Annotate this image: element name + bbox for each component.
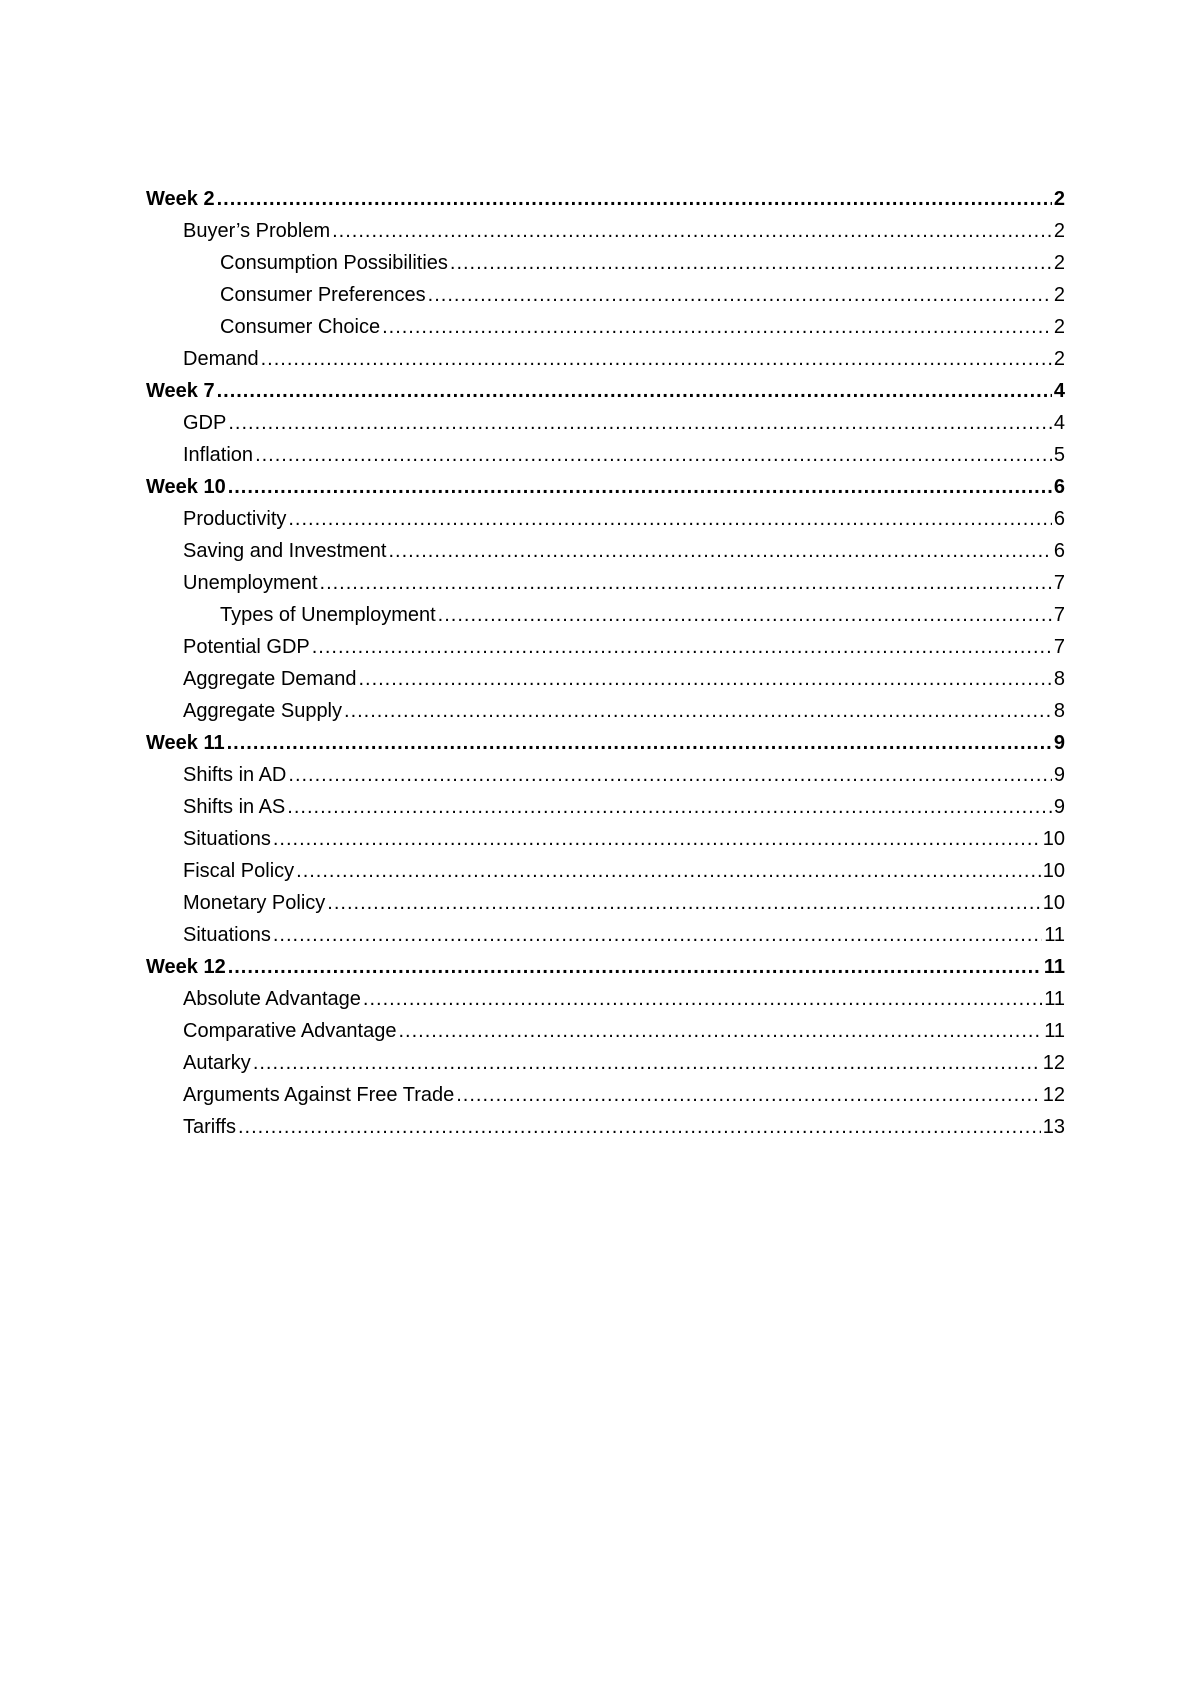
dot-leader — [228, 475, 1052, 499]
toc-entry-title: Saving and Investment — [183, 540, 387, 562]
toc-entry-consumer-choice[interactable] — [146, 307, 1065, 339]
dot-leader — [238, 1115, 1041, 1139]
toc-entry-page: 10 — [1042, 860, 1065, 882]
toc-entry-page: 11 — [1044, 924, 1065, 946]
toc-entry-title: Tariffs — [183, 1116, 236, 1138]
toc-entry-week-10[interactable] — [146, 467, 1065, 499]
toc-entry-title: Unemployment — [183, 572, 318, 594]
toc-entry-week-2[interactable] — [146, 179, 1065, 211]
toc-entry-page: 2 — [1053, 252, 1065, 274]
toc-entry-shifts-in-ad[interactable] — [146, 755, 1065, 787]
dot-leader — [217, 379, 1052, 403]
dot-leader — [287, 795, 1052, 819]
dot-leader — [255, 443, 1052, 467]
toc-entry-title: Week 11 — [146, 732, 225, 754]
toc-entry-title: GDP — [183, 412, 227, 434]
toc-entry-page: 2 — [1053, 348, 1065, 370]
toc-entry-absolute-advantage[interactable] — [146, 979, 1065, 1011]
toc-entry-buyers-problem[interactable] — [146, 211, 1065, 243]
toc-entry-page: 9 — [1053, 732, 1065, 754]
dot-leader — [296, 859, 1041, 883]
toc-entry-title: Arguments Against Free Trade — [183, 1084, 455, 1106]
toc-entry-page: 10 — [1042, 892, 1065, 914]
dot-leader — [438, 603, 1052, 627]
toc-entry-comparative-advantage[interactable] — [146, 1011, 1065, 1043]
toc-entry-page: 9 — [1053, 764, 1065, 786]
dot-leader — [228, 955, 1042, 979]
toc-entry-title: Consumer Choice — [220, 316, 381, 338]
toc-entry-title: Autarky — [183, 1052, 251, 1074]
toc-entry-title: Week 12 — [146, 956, 226, 978]
toc-entry-title: Consumer Preferences — [220, 284, 426, 306]
toc-entry-title: Fiscal Policy — [183, 860, 295, 882]
toc-entry-title: Shifts in AS — [183, 796, 286, 818]
dot-leader — [273, 827, 1041, 851]
dot-leader — [228, 411, 1052, 435]
toc-entry-tariffs[interactable] — [146, 1107, 1065, 1139]
dot-leader — [288, 507, 1052, 531]
toc-entry-page: 11 — [1043, 956, 1065, 978]
toc-entry-week-7[interactable] — [146, 371, 1065, 403]
toc-entry-title: Consumption Possibilities — [220, 252, 448, 274]
dot-leader — [320, 571, 1052, 595]
dot-leader — [344, 699, 1052, 723]
dot-leader — [332, 219, 1052, 243]
toc-entry-title: Potential GDP — [183, 636, 310, 658]
toc-entry-title: Buyer’s Problem — [183, 220, 331, 242]
toc-entry-page: 2 — [1053, 220, 1065, 242]
dot-leader — [273, 923, 1042, 947]
toc-entry-title: Types of Unemployment — [220, 604, 436, 626]
toc-entry-week-11[interactable] — [146, 723, 1065, 755]
toc-entry-title: Situations — [183, 828, 271, 850]
toc-entry-page: 8 — [1053, 700, 1065, 722]
toc-entry-page: 12 — [1042, 1052, 1065, 1074]
dot-leader — [358, 667, 1051, 691]
dot-leader — [227, 731, 1052, 755]
toc-entry-page: 2 — [1053, 284, 1065, 306]
toc-entry-unemployment[interactable] — [146, 563, 1065, 595]
toc-entry-page: 11 — [1044, 1020, 1065, 1042]
toc-entry-page: 7 — [1053, 604, 1065, 626]
toc-entry-monetary-policy[interactable] — [146, 883, 1065, 915]
toc-entry-fiscal-policy[interactable] — [146, 851, 1065, 883]
toc-entry-page: 7 — [1053, 636, 1065, 658]
dot-leader — [388, 539, 1051, 563]
toc-entry-types-of-unemployment[interactable] — [146, 595, 1065, 627]
toc-entry-title: Productivity — [183, 508, 287, 530]
toc-entry-page: 10 — [1042, 828, 1065, 850]
toc-entry-title: Comparative Advantage — [183, 1020, 397, 1042]
toc-entry-potential-gdp[interactable] — [146, 627, 1065, 659]
toc-entry-consumption-possibilities[interactable] — [146, 243, 1065, 275]
dot-leader — [428, 283, 1052, 307]
toc-entry-title: Week 2 — [146, 188, 215, 210]
toc-entry-shifts-in-as[interactable] — [146, 787, 1065, 819]
toc-entry-page: 8 — [1053, 668, 1065, 690]
toc-entry-title: Week 10 — [146, 476, 226, 498]
toc-entry-page: 2 — [1053, 316, 1065, 338]
toc-entry-title: Inflation — [183, 444, 254, 466]
dot-leader — [261, 347, 1052, 371]
toc-entry-aggregate-supply[interactable] — [146, 691, 1065, 723]
toc-entry-page: 9 — [1053, 796, 1065, 818]
toc-entry-page: 12 — [1042, 1084, 1065, 1106]
toc-entry-demand[interactable] — [146, 339, 1065, 371]
toc-entry-arguments-against-free-trade[interactable] — [146, 1075, 1065, 1107]
toc-entry-title: Monetary Policy — [183, 892, 326, 914]
toc-entry-page: 4 — [1053, 412, 1065, 434]
dot-leader — [327, 891, 1040, 915]
toc-entry-page: 6 — [1053, 476, 1065, 498]
toc-entry-title: Demand — [183, 348, 259, 370]
dot-leader — [312, 635, 1052, 659]
toc-entry-situations[interactable] — [146, 819, 1065, 851]
dot-leader — [450, 251, 1052, 275]
toc-entry-page: 7 — [1053, 572, 1065, 594]
toc-entry-situations-2[interactable] — [146, 915, 1065, 947]
toc-entry-gdp[interactable] — [146, 403, 1065, 435]
toc-entry-title: Week 7 — [146, 380, 215, 402]
dot-leader — [288, 763, 1051, 787]
dot-leader — [217, 187, 1052, 211]
toc-entry-title: Absolute Advantage — [183, 988, 361, 1010]
dot-leader — [382, 315, 1052, 339]
toc-entry-page: 6 — [1053, 540, 1065, 562]
toc-entry-week-12[interactable] — [146, 947, 1065, 979]
dot-leader — [253, 1051, 1041, 1075]
toc-entry-inflation[interactable] — [146, 435, 1065, 467]
dot-leader — [456, 1083, 1041, 1107]
toc-entry-productivity[interactable] — [146, 499, 1065, 531]
toc-entry-page: 11 — [1044, 988, 1065, 1010]
toc-entry-title: Shifts in AD — [183, 764, 287, 786]
toc-entry-title: Aggregate Supply — [183, 700, 343, 722]
dot-leader — [398, 1019, 1042, 1043]
toc-entry-saving-and-investment[interactable] — [146, 531, 1065, 563]
toc-entry-autarky[interactable] — [146, 1043, 1065, 1075]
toc-entry-page: 2 — [1053, 188, 1065, 210]
toc-entry-page: 6 — [1053, 508, 1065, 530]
toc-entry-page: 4 — [1053, 380, 1065, 402]
toc-entry-title: Aggregate Demand — [183, 668, 357, 690]
toc-entry-page: 5 — [1053, 444, 1065, 466]
dot-leader — [363, 987, 1042, 1011]
toc-entry-page: 13 — [1042, 1116, 1065, 1138]
toc-entry-title: Situations — [183, 924, 271, 946]
table-of-contents — [146, 179, 1065, 1139]
toc-entry-aggregate-demand[interactable] — [146, 659, 1065, 691]
toc-entry-consumer-preferences[interactable] — [146, 275, 1065, 307]
